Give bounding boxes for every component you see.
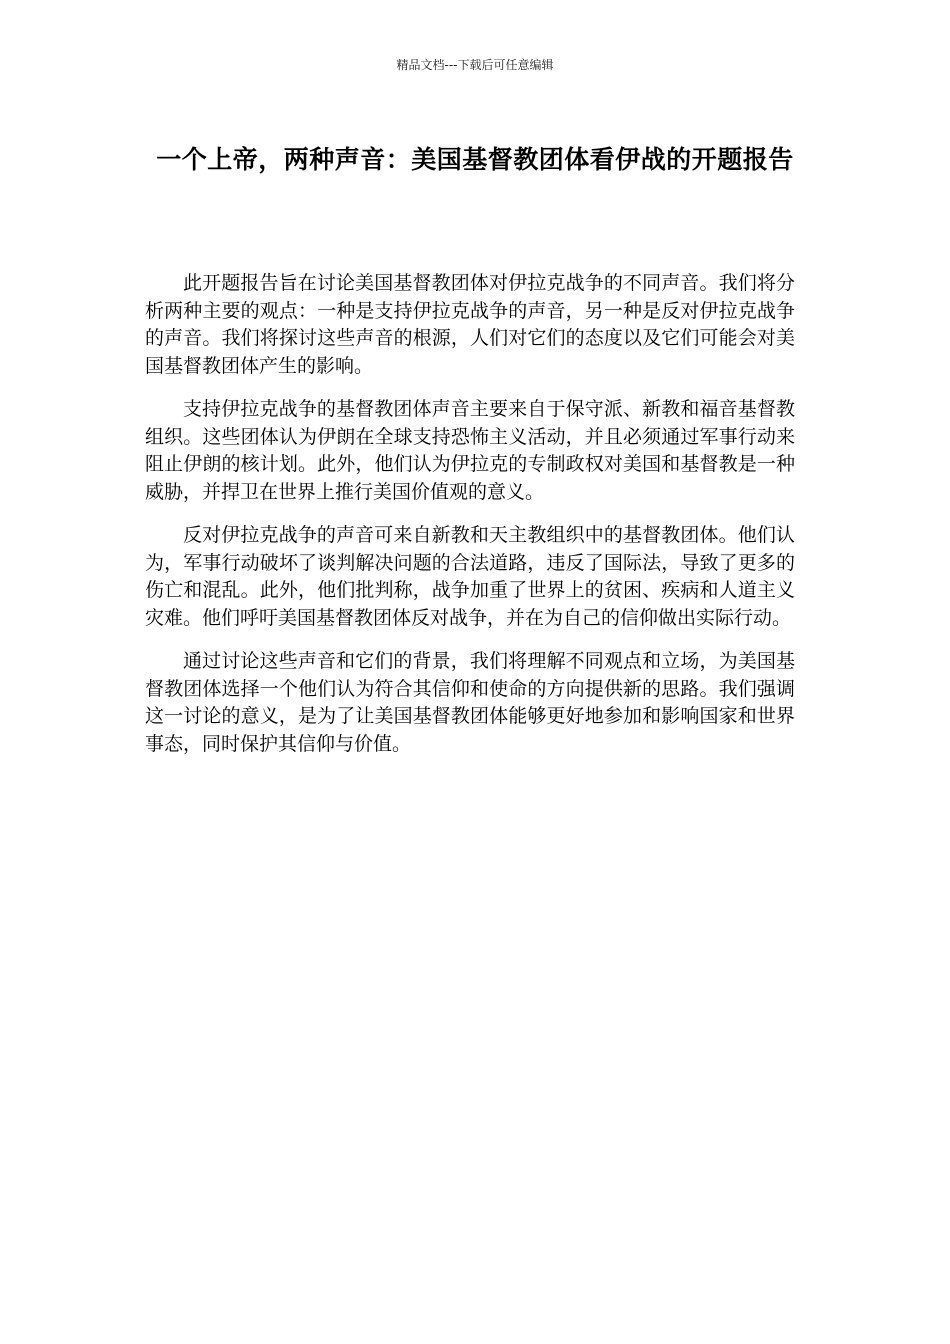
paragraph-3: 反对伊拉克战争的声音可来自新教和天主教组织中的基督教团体。他们认为，军事行动破坏了谈判解决问题的合法道路，违反了国际法，导致了更多的伤亡和混乱。此外，他们批判称，战争加重了世界上的贫困、疾病和人道主义灾难。他们呼吁美国基督教团体反对战争，并在为自己的信仰做出实际行动。: [145, 524, 795, 629]
paragraph-4: 通过讨论这些声音和它们的背景，我们将理解不同观点和立场，为美国基督教团体选择一个他们认为符合其信仰和使命的方向提供新的思路。我们强调这一讨论的意义，是为了让美国基督教团体能够更好地参加和影响国家和世界事态，同时保护其信仰与价值。: [145, 650, 795, 755]
paragraph-2: 支持伊拉克战争的基督教团体声音主要来自于保守派、新教和福音基督教组织。这些团体认为伊朗在全球支持恐怖主义活动，并且必须通过军事行动来阻止伊朗的核计划。此外，他们认为伊拉克的专制政权对美国和基督教是一种威胁，并捍卫在世界上推行美国价值观的意义。: [145, 398, 795, 503]
header-note: 精品文档---下载后可任意编辑: [396, 58, 554, 72]
document-title: 一个上帝，两种声音：美国基督教团体看伊战的开题报告: [156, 145, 794, 174]
document-body: [145, 270, 795, 774]
paragraph-1: 此开题报告旨在讨论美国基督教团体对伊拉克战争的不同声音。我们将分析两种主要的观点：一种是支持伊拉克战争的声音，另一种是反对伊拉克战争的声音。我们将探讨这些声音的根源，人们对它们的态度以及它们可能会对美国基督教团体产生的影响。: [145, 272, 795, 377]
